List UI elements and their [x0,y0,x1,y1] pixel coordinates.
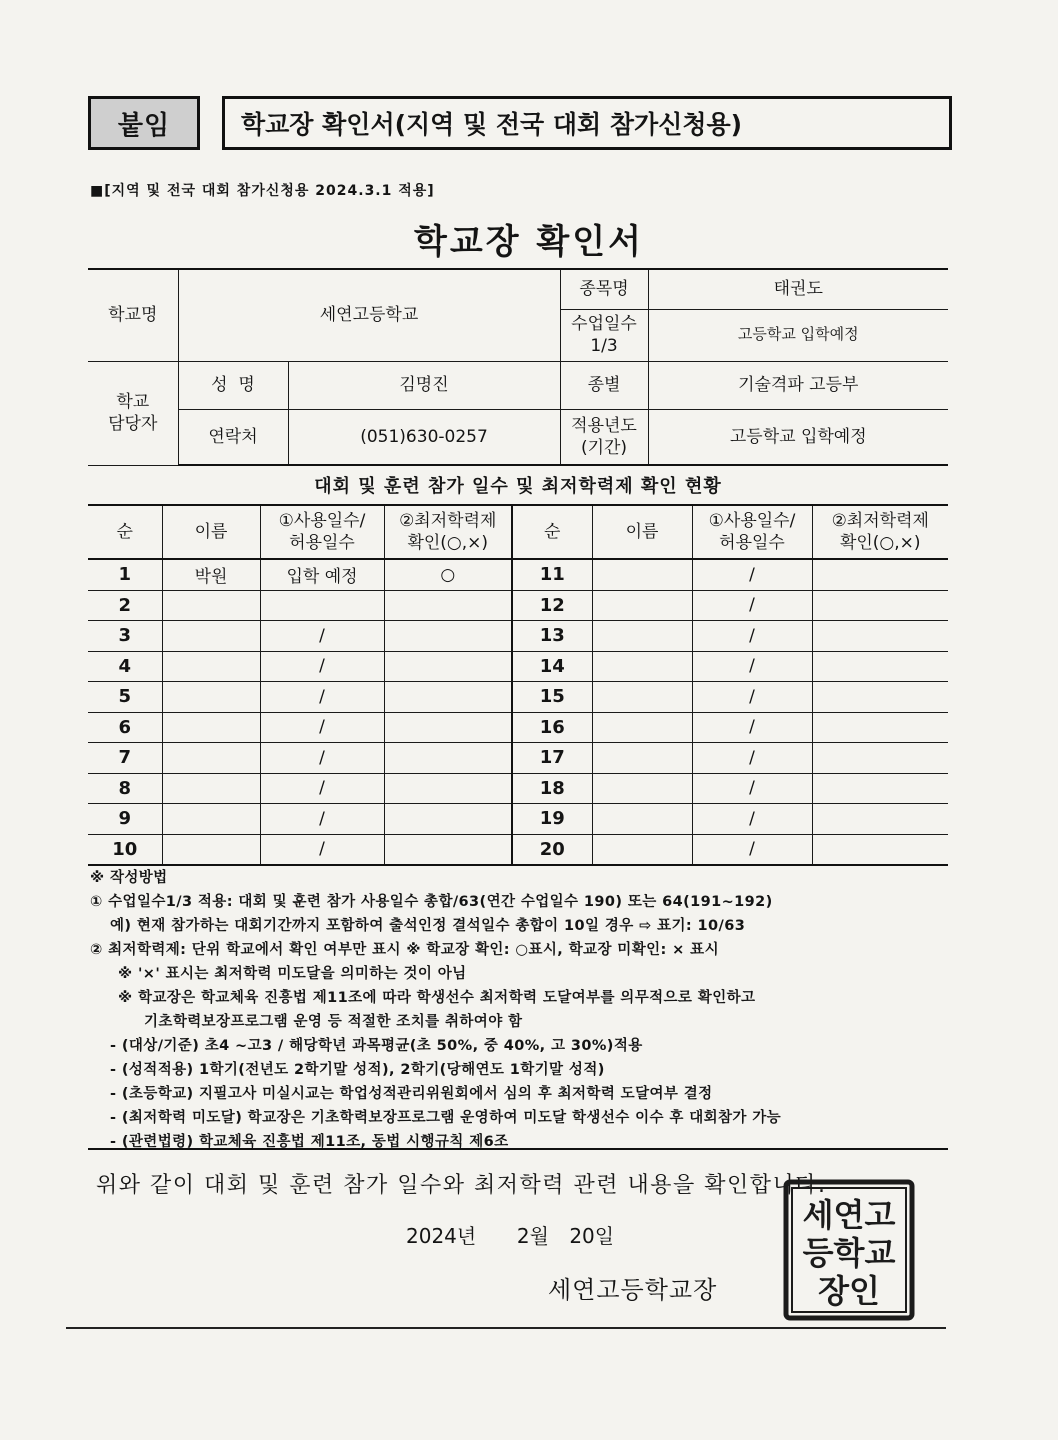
row-name [162,804,260,835]
row-seq: 17 [512,743,592,774]
row-name [592,590,692,621]
row-seq: 1 [88,559,162,590]
table-row [88,590,948,621]
row-name [162,743,260,774]
col-name-header: 이름 [162,505,260,559]
row-check [384,773,512,804]
row-check [384,804,512,835]
row-days: / [260,651,384,682]
row-seq: 4 [88,651,162,682]
row-seq: 14 [512,651,592,682]
row-check [812,712,948,743]
table-row [88,682,948,713]
row-check [384,834,512,865]
row-name [592,682,692,713]
col-check-header: ②최저학력제 확인(○,×) [384,505,512,559]
table-row [88,712,948,743]
name-value: 김명진 [288,361,560,409]
row-days: / [692,834,812,865]
row-seq: 3 [88,621,162,652]
table-row [88,773,948,804]
note-1: ① 수업일수1/3 적용: 대회 및 훈련 참가 사용일수 총합/63(연간 수업일수 190) 또는 64(191~192) [90,894,773,910]
application-notice: ■[지역 및 전국 대회 참가신청용 2024.3.1 적용] [90,183,435,199]
row-name [592,773,692,804]
row-name [592,804,692,835]
row-days: / [260,773,384,804]
row-days: 입학 예정 [260,559,384,590]
divider [88,1148,948,1150]
table-row [88,804,948,835]
row-seq: 5 [88,682,162,713]
row-seq: 2 [88,590,162,621]
note-2: ② 최저학력제: 단위 학교에서 확인 여부만 표시 ※ 학교장 확인: ○표시, 학교장 미확인: × 표시 [90,942,719,958]
row-days: / [692,651,812,682]
row-seq: 16 [512,712,592,743]
row-seq: 20 [512,834,592,865]
table-row [88,559,948,590]
row-seq: 8 [88,773,162,804]
instructions [90,866,950,1154]
row-seq: 6 [88,712,162,743]
bottom-divider [66,1327,946,1329]
row-seq: 11 [512,559,592,590]
row-name [162,834,260,865]
row-days: / [692,712,812,743]
issue-date: 2024년 2월 20일 [406,1224,615,1248]
school-value: 세연고등학교 [178,269,560,361]
year-label: 적용년도 (기간) [560,409,648,465]
days-label: 수업일수 1/3 [560,309,648,361]
row-check [384,743,512,774]
row-days: / [692,621,812,652]
row-check [384,590,512,621]
document-title: 학교장 확인서 [414,222,644,262]
row-check [384,712,512,743]
row-check [812,743,948,774]
row-days: / [692,773,812,804]
event-label: 종목명 [560,269,648,309]
note-3: ※ '×' 표시는 최저학력 미도달을 의미하는 것이 아님 [118,966,467,982]
svg-text:장인: 장인 [818,1272,880,1310]
principal-signature: 세연고등학교장 [548,1276,718,1304]
row-seq: 19 [512,804,592,835]
note-1-example: 예) 현재 참가하는 대회기간까지 포함하여 출석인정 결석일수 총합이 10일 경우 ⇨ 표기: 10/63 [110,918,746,934]
row-name [162,712,260,743]
col-seq-header: 순 [88,505,162,559]
row-seq: 10 [88,834,162,865]
svg-text:등학교: 등학교 [802,1234,896,1272]
row-seq: 15 [512,682,592,713]
row-check [812,834,948,865]
confirmation-statement: 위와 같이 대회 및 훈련 참가 일수와 최저학력 관련 내용을 확인합니다. [96,1173,827,1198]
row-name [162,682,260,713]
row-days: / [260,712,384,743]
school-label: 학교명 [88,269,178,361]
row-seq: 12 [512,590,592,621]
row-name [592,743,692,774]
row-seq: 13 [512,621,592,652]
row-check [384,651,512,682]
row-seq: 18 [512,773,592,804]
row-days: / [692,590,812,621]
row-days: / [260,682,384,713]
row-days: / [260,621,384,652]
note-4-cont: 기초학력보장프로그램 운영 등 적절한 조치를 취하여야 함 [144,1014,523,1030]
row-name [162,773,260,804]
note-8: - (최저학력 미도달) 학교장은 기초학력보장프로그램 운영하여 미도달 학생선수 이수 후 대회참가 가능 [110,1110,782,1126]
category-value: 기술격파 고등부 [648,361,948,409]
section-title: 대회 및 훈련 참가 일수 및 최저학력제 확인 현황 [314,476,722,497]
row-days: / [692,682,812,713]
row-name [592,834,692,865]
row-check [812,773,948,804]
row-days: / [260,743,384,774]
attachment-tag [88,96,200,150]
row-days: / [260,804,384,835]
row-check: ○ [384,559,512,590]
row-days: / [692,743,812,774]
contact-value: (051)630-0257 [288,409,560,465]
col-check-header: ②최저학력제 확인(○,×) [812,505,948,559]
row-name: 박원 [162,559,260,590]
table-row [88,834,948,865]
row-seq: 7 [88,743,162,774]
row-check [812,651,948,682]
note-7: - (초등학교) 지필고사 미실시교는 학업성적관리위원회에서 심의 후 최저학력 도달여부 결정 [110,1086,713,1102]
row-name [162,621,260,652]
row-seq: 9 [88,804,162,835]
row-name [592,651,692,682]
row-name [592,559,692,590]
row-days: / [260,834,384,865]
row-name [592,621,692,652]
table-row [88,743,948,774]
category-label: 종별 [560,361,648,409]
attachment-tag-label: 붙임 [117,110,171,141]
row-name [592,712,692,743]
row-check [812,804,948,835]
year-value: 고등학교 입학예정 [648,409,948,465]
row-check [812,682,948,713]
col-seq-header: 순 [512,505,592,559]
info-table [88,268,948,466]
note-6: - (성적적용) 1학기(전년도 2학기말 성적), 2학기(당해연도 1학기말 성적) [110,1062,605,1078]
row-days: / [692,559,812,590]
notes-heading: ※ 작성방법 [90,870,168,886]
row-check [812,590,948,621]
note-5: - (대상/기준) 초4 ~고3 / 해당학년 과목평균(초 50%, 중 40%, 고 30%)적용 [110,1038,643,1054]
col-name-header: 이름 [592,505,692,559]
row-check [384,621,512,652]
manager-label: 학교 담당자 [88,361,178,465]
table-row [88,651,948,682]
svg-text:세연고: 세연고 [802,1196,896,1234]
row-check [384,682,512,713]
event-value: 태권도 [648,269,948,309]
row-name [162,651,260,682]
row-days: / [692,804,812,835]
row-check [812,559,948,590]
row-days [260,590,384,621]
roster-table [88,504,948,866]
row-name [162,590,260,621]
table-row [88,621,948,652]
note-4: ※ 학교장은 학교체육 진흥법 제11조에 따라 학생선수 최저학력 도달여부를 의무적으로 확인하고 [118,990,756,1006]
days-value: 고등학교 입학예정 [648,309,948,361]
name-label: 성 명 [178,361,288,409]
contact-label: 연락처 [178,409,288,465]
col-days-header: ①사용일수/ 허용일수 [692,505,812,559]
header-title: 학교장 확인서(지역 및 전국 대회 참가신청용) [222,96,952,150]
official-seal [780,1176,918,1324]
row-check [812,621,948,652]
col-days-header: ①사용일수/ 허용일수 [260,505,384,559]
note-9: - (관련법령) 학교체육 진흥법 제11조, 동법 시행규칙 제6조 [110,1134,509,1150]
